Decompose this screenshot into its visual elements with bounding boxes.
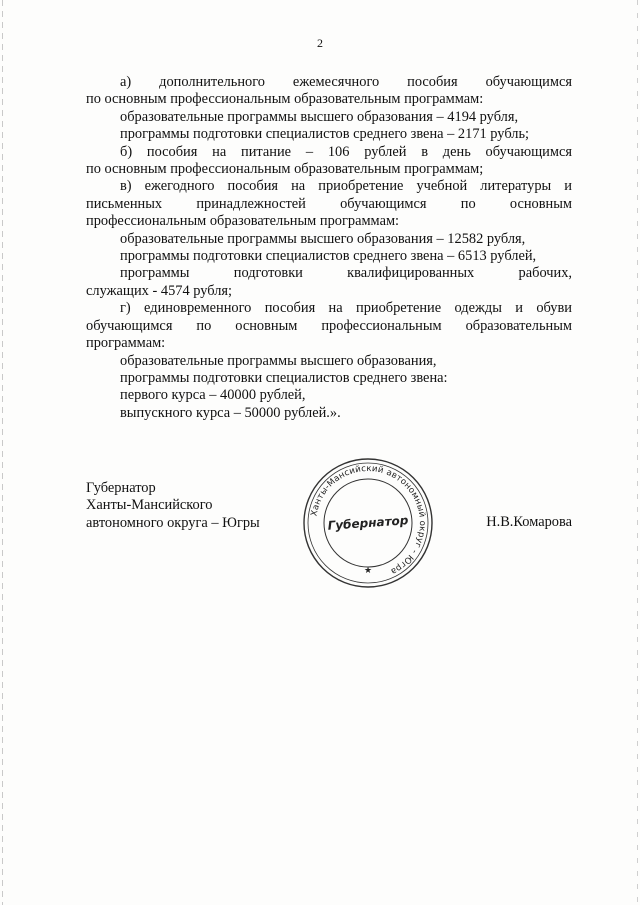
body-line: обучающимся по основным профессиональным образовательным bbox=[86, 317, 572, 334]
body-line: профессиональным образовательным программам: bbox=[86, 213, 400, 230]
body-line: образовательные программы высшего образования – 4194 рубля, bbox=[120, 108, 519, 125]
body-line: в) ежегодного пособия на приобретение учебной литературы и bbox=[120, 178, 572, 195]
body-line: программы подготовки квалифицированных рабочих, bbox=[120, 265, 572, 282]
body-line: программам: bbox=[86, 335, 166, 352]
signatory-title-line: автономного округа – Югры bbox=[86, 514, 260, 531]
stamp-ring-text: Ханты-Мансийский автономный округ - Югра bbox=[309, 463, 428, 577]
body-line: выпускного курса – 50000 рублей.». bbox=[120, 404, 341, 421]
body-line: а) дополнительного ежемесячного пособия обучающимся bbox=[120, 74, 572, 90]
signatory-title bbox=[86, 480, 260, 532]
signatory-title-line: Ханты-Мансийского bbox=[86, 497, 213, 514]
page-number: 2 bbox=[317, 36, 323, 50]
signature-block bbox=[86, 480, 572, 600]
body-line: образовательные программы высшего образования, bbox=[120, 352, 437, 369]
scan-edge-right bbox=[637, 0, 638, 905]
document-body bbox=[86, 74, 572, 422]
stamp-center-text: Губернатор bbox=[327, 513, 409, 533]
body-line: программы подготовки специалистов среднего звена – 2171 рубль; bbox=[120, 126, 530, 143]
signatory-title-line: Губернатор bbox=[86, 480, 156, 496]
body-line: программы подготовки специалистов среднего звена: bbox=[120, 369, 448, 386]
scan-edge-left bbox=[2, 0, 3, 905]
body-line: программы подготовки специалистов среднего звена – 6513 рублей, bbox=[120, 248, 537, 265]
body-line: образовательные программы высшего образования – 12582 рубля, bbox=[120, 230, 526, 247]
body-line: первого курса – 40000 рублей, bbox=[120, 387, 306, 404]
star-icon: ★ bbox=[363, 566, 373, 576]
body-line: по основным профессиональным образовательным программам; bbox=[86, 161, 484, 178]
body-line: по основным профессиональным образовательным программам: bbox=[86, 91, 484, 108]
body-line: б) пособия на питание – 106 рублей в день обучающимся bbox=[120, 143, 572, 160]
signatory-name: Н.В.Комарова bbox=[486, 514, 572, 530]
body-line: письменных принадлежностей обучающимся по основным bbox=[86, 195, 572, 212]
body-line: г) единовременного пособия на приобретение одежды и обуви bbox=[120, 300, 572, 317]
body-line: служащих - 4574 рубля; bbox=[86, 282, 233, 299]
